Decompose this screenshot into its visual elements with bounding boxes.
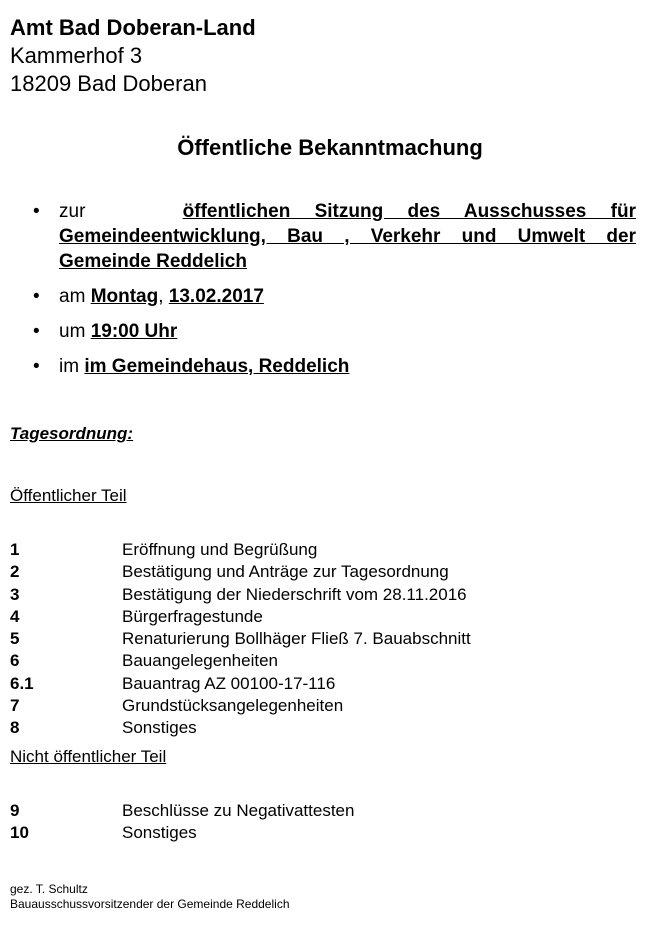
date-separator: , bbox=[158, 286, 164, 307]
agenda-item-number: 5 bbox=[10, 629, 20, 649]
agenda-item bbox=[10, 673, 471, 695]
signature bbox=[10, 882, 290, 912]
meeting-item bbox=[30, 199, 636, 274]
place-prefix: im bbox=[59, 356, 80, 377]
agenda-item bbox=[10, 539, 471, 561]
agenda-item-text: Sonstiges bbox=[122, 718, 197, 738]
signature-role: Bauausschussvorsitzender der Gemeinde Reddelich bbox=[10, 897, 290, 911]
date-prefix: am bbox=[59, 286, 86, 307]
agenda-item-text: Bauangelegenheiten bbox=[122, 651, 278, 671]
agenda-item bbox=[10, 695, 471, 717]
sender-street: Kammerhof 3 bbox=[10, 43, 143, 68]
agenda-item-text: Bestätigung und Anträge zur Tagesordnung bbox=[122, 562, 449, 582]
time-item bbox=[30, 319, 636, 344]
meeting-details bbox=[30, 199, 636, 389]
agenda-heading: Tagesordnung: bbox=[10, 424, 134, 443]
agenda-item bbox=[10, 800, 354, 822]
meeting-weekday: Montag bbox=[90, 286, 159, 307]
agenda-item bbox=[10, 717, 471, 739]
agenda-item-number: 8 bbox=[10, 718, 20, 738]
agenda-item bbox=[10, 822, 354, 844]
agenda-item-text: Bestätigung der Niederschrift vom 28.11.2016 bbox=[122, 584, 467, 604]
meeting-place: im Gemeindehaus, Reddelich bbox=[84, 356, 350, 377]
private-section-heading: Nicht öffentlicher Teil bbox=[10, 747, 167, 766]
agenda-item-number: 4 bbox=[10, 606, 20, 626]
meeting-time: 19:00 Uhr bbox=[90, 321, 178, 342]
agenda-item-text: Bürgerfragestunde bbox=[122, 606, 263, 626]
document-title: Öffentliche Bekanntmachung bbox=[177, 135, 483, 160]
agenda-item-number: 3 bbox=[10, 584, 20, 604]
agenda-item-number: 1 bbox=[10, 540, 20, 559]
agenda-item-text: Eröffnung und Begrüßung bbox=[122, 540, 318, 559]
public-agenda-list bbox=[10, 539, 471, 740]
signature-name: gez. T. Schultz bbox=[10, 882, 88, 896]
time-prefix: um bbox=[59, 321, 86, 342]
meeting-name: öffentlichen Sitzung des Ausschusses für Gemeindeentwicklung, Bau , Verkehr und Umwelt der Gemeinde Reddelich bbox=[59, 201, 636, 272]
agenda-item-text: Grundstücksangelegenheiten bbox=[122, 696, 344, 716]
agenda-item bbox=[10, 584, 471, 606]
meeting-prefix: zur bbox=[59, 201, 86, 222]
sender-address bbox=[10, 14, 256, 98]
agenda-item-number: 10 bbox=[10, 823, 29, 843]
agenda-item-number: 9 bbox=[10, 801, 20, 820]
agenda-item-number: 6.1 bbox=[10, 673, 34, 693]
agenda-item bbox=[10, 628, 471, 650]
sender-city: 18209 Bad Doberan bbox=[10, 71, 207, 96]
meeting-date: 13.02.2017 bbox=[168, 286, 264, 307]
place-item bbox=[30, 354, 636, 379]
agenda-item bbox=[10, 606, 471, 628]
agenda-item-number: 6 bbox=[10, 651, 20, 671]
agenda-item-number: 2 bbox=[10, 562, 20, 582]
agenda-item bbox=[10, 650, 471, 672]
date-item bbox=[30, 284, 636, 309]
agenda-item-text: Beschlüsse zu Negativattesten bbox=[122, 801, 355, 820]
public-section-heading: Öffentlicher Teil bbox=[10, 486, 127, 505]
agenda-item bbox=[10, 561, 471, 583]
agenda-item-text: Bauantrag AZ 00100-17-116 bbox=[122, 673, 336, 693]
agenda-item-text: Renaturierung Bollhäger Fließ 7. Bauabschnitt bbox=[122, 629, 471, 649]
agenda-item-text: Sonstiges bbox=[122, 823, 197, 843]
sender-org: Amt Bad Doberan-Land bbox=[10, 15, 256, 40]
private-agenda-list bbox=[10, 800, 354, 845]
agenda-item-number: 7 bbox=[10, 696, 20, 716]
